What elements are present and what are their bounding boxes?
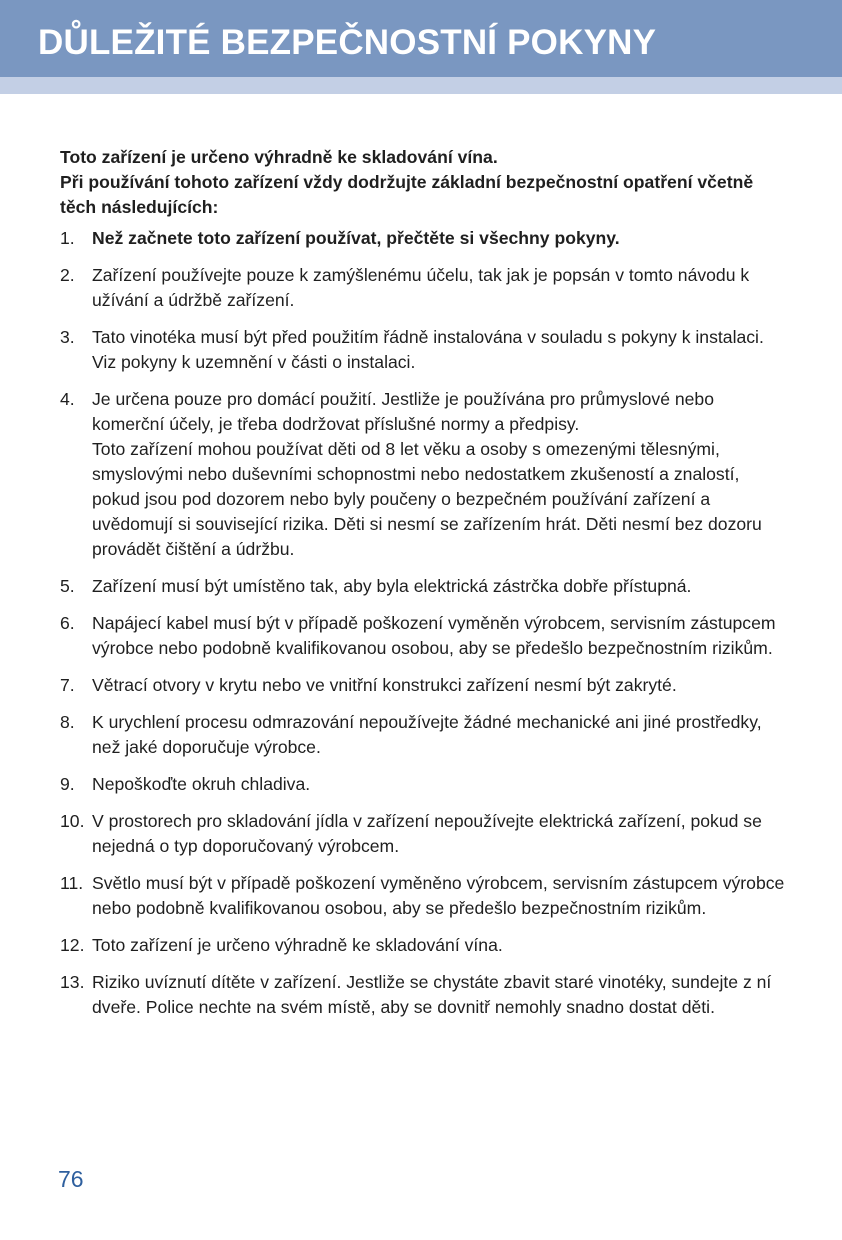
intro bbox=[60, 145, 790, 220]
list-item bbox=[60, 710, 790, 760]
list-item bbox=[60, 673, 790, 698]
item-number: 5. bbox=[60, 576, 75, 596]
intro-line-1: Toto zařízení je určeno výhradně ke skladování vína. bbox=[60, 147, 498, 167]
list-item bbox=[60, 611, 790, 661]
item-number: 13. bbox=[60, 972, 85, 992]
page-title: DŮLEŽITÉ BEZPEČNOSTNÍ POKYNY bbox=[38, 23, 657, 62]
item-number: 3. bbox=[60, 327, 75, 347]
list-item bbox=[60, 772, 790, 797]
item-text: Než začnete toto zařízení používat, přečtěte si všechny pokyny. bbox=[92, 228, 620, 248]
item-text: Toto zařízení je určeno výhradně ke skladování vína. bbox=[92, 935, 503, 955]
page-number: 76 bbox=[58, 1166, 84, 1192]
safety-instructions-list bbox=[60, 226, 790, 1032]
item-number: 4. bbox=[60, 389, 75, 409]
list-item bbox=[60, 970, 790, 1020]
item-text: Nepoškoďte okruh chladiva. bbox=[92, 774, 311, 794]
item-number: 1. bbox=[60, 228, 75, 248]
item-text: Větrací otvory v krytu nebo ve vnitřní konstrukci zařízení nesmí být zakryté. bbox=[92, 675, 677, 695]
list-item bbox=[60, 387, 790, 562]
list-item bbox=[60, 574, 790, 599]
item-number: 6. bbox=[60, 613, 75, 633]
list-item bbox=[60, 226, 790, 251]
list-item bbox=[60, 263, 790, 313]
list-item bbox=[60, 325, 790, 375]
item-text-continued: Toto zařízení mohou používat děti od 8 let věku a osoby s omezenými tělesnými, smyslovými nebo duševními schopnostmi nebo nedostatkem zkušeností a znalostí, pokud jsou pod dozorem nebo byly poučeny o bezpečném používání zařízení a uvědomují si související rizika. Děti si nesmí se zařízením hrát. Děti nesmí bez dozoru provádět čištění a údržbu. bbox=[92, 439, 762, 559]
item-text: Zařízení musí být umístěno tak, aby byla elektrická zástrčka dobře přístupná. bbox=[92, 576, 692, 596]
item-number: 12. bbox=[60, 935, 85, 955]
item-number: 7. bbox=[60, 675, 75, 695]
item-text: Světlo musí být v případě poškození vyměněno výrobcem, servisním zástupcem výrobce nebo podobně kvalifikovanou osobou, aby se předešlo bezpečnostním rizikům. bbox=[92, 873, 785, 918]
list-item bbox=[60, 809, 790, 859]
list-item bbox=[60, 933, 790, 958]
header-strip bbox=[0, 77, 842, 94]
item-text: Napájecí kabel musí být v případě poškození vyměněn výrobcem, servisním zástupcem výrobce nebo podobně kvalifikovanou osobou, aby se předešlo bezpečnostním rizikům. bbox=[92, 613, 776, 658]
item-text: Je určena pouze pro domácí použití. Jestliže je používána pro průmyslové nebo komerční účely, je třeba dodržovat příslušné normy a předpisy. bbox=[92, 389, 715, 434]
item-text: V prostorech pro skladování jídla v zařízení nepoužívejte elektrická zařízení, pokud se nejedná o typ doporučovaný výrobcem. bbox=[92, 811, 762, 856]
item-number: 9. bbox=[60, 774, 75, 794]
item-text: Riziko uvíznutí dítěte v zařízení. Jestliže se chystáte zbavit staré vinotéky, sundejte z ní dveře. Police nechte na svém místě, aby se dovnitř nemohly snadno dostat děti. bbox=[92, 972, 772, 1017]
list-item bbox=[60, 871, 790, 921]
item-number: 2. bbox=[60, 265, 75, 285]
item-text: Tato vinotéka musí být před použitím řádně instalována v souladu s pokyny k instalaci. Viz pokyny k uzemnění v části o instalaci. bbox=[92, 327, 764, 372]
item-text: Zařízení používejte pouze k zamýšlenému účelu, tak jak je popsán v tomto návodu k užívání a údržbě zařízení. bbox=[92, 265, 750, 310]
item-number: 8. bbox=[60, 712, 75, 732]
item-text: K urychlení procesu odmrazování nepoužívejte žádné mechanické ani jiné prostředky, než jaké doporučuje výrobce. bbox=[92, 712, 762, 757]
item-number: 11. bbox=[60, 873, 84, 893]
item-number: 10. bbox=[60, 811, 85, 831]
intro-line-2: Při používání tohoto zařízení vždy dodržujte základní bezpečnostní opatření včetně těch následujících: bbox=[60, 172, 754, 217]
